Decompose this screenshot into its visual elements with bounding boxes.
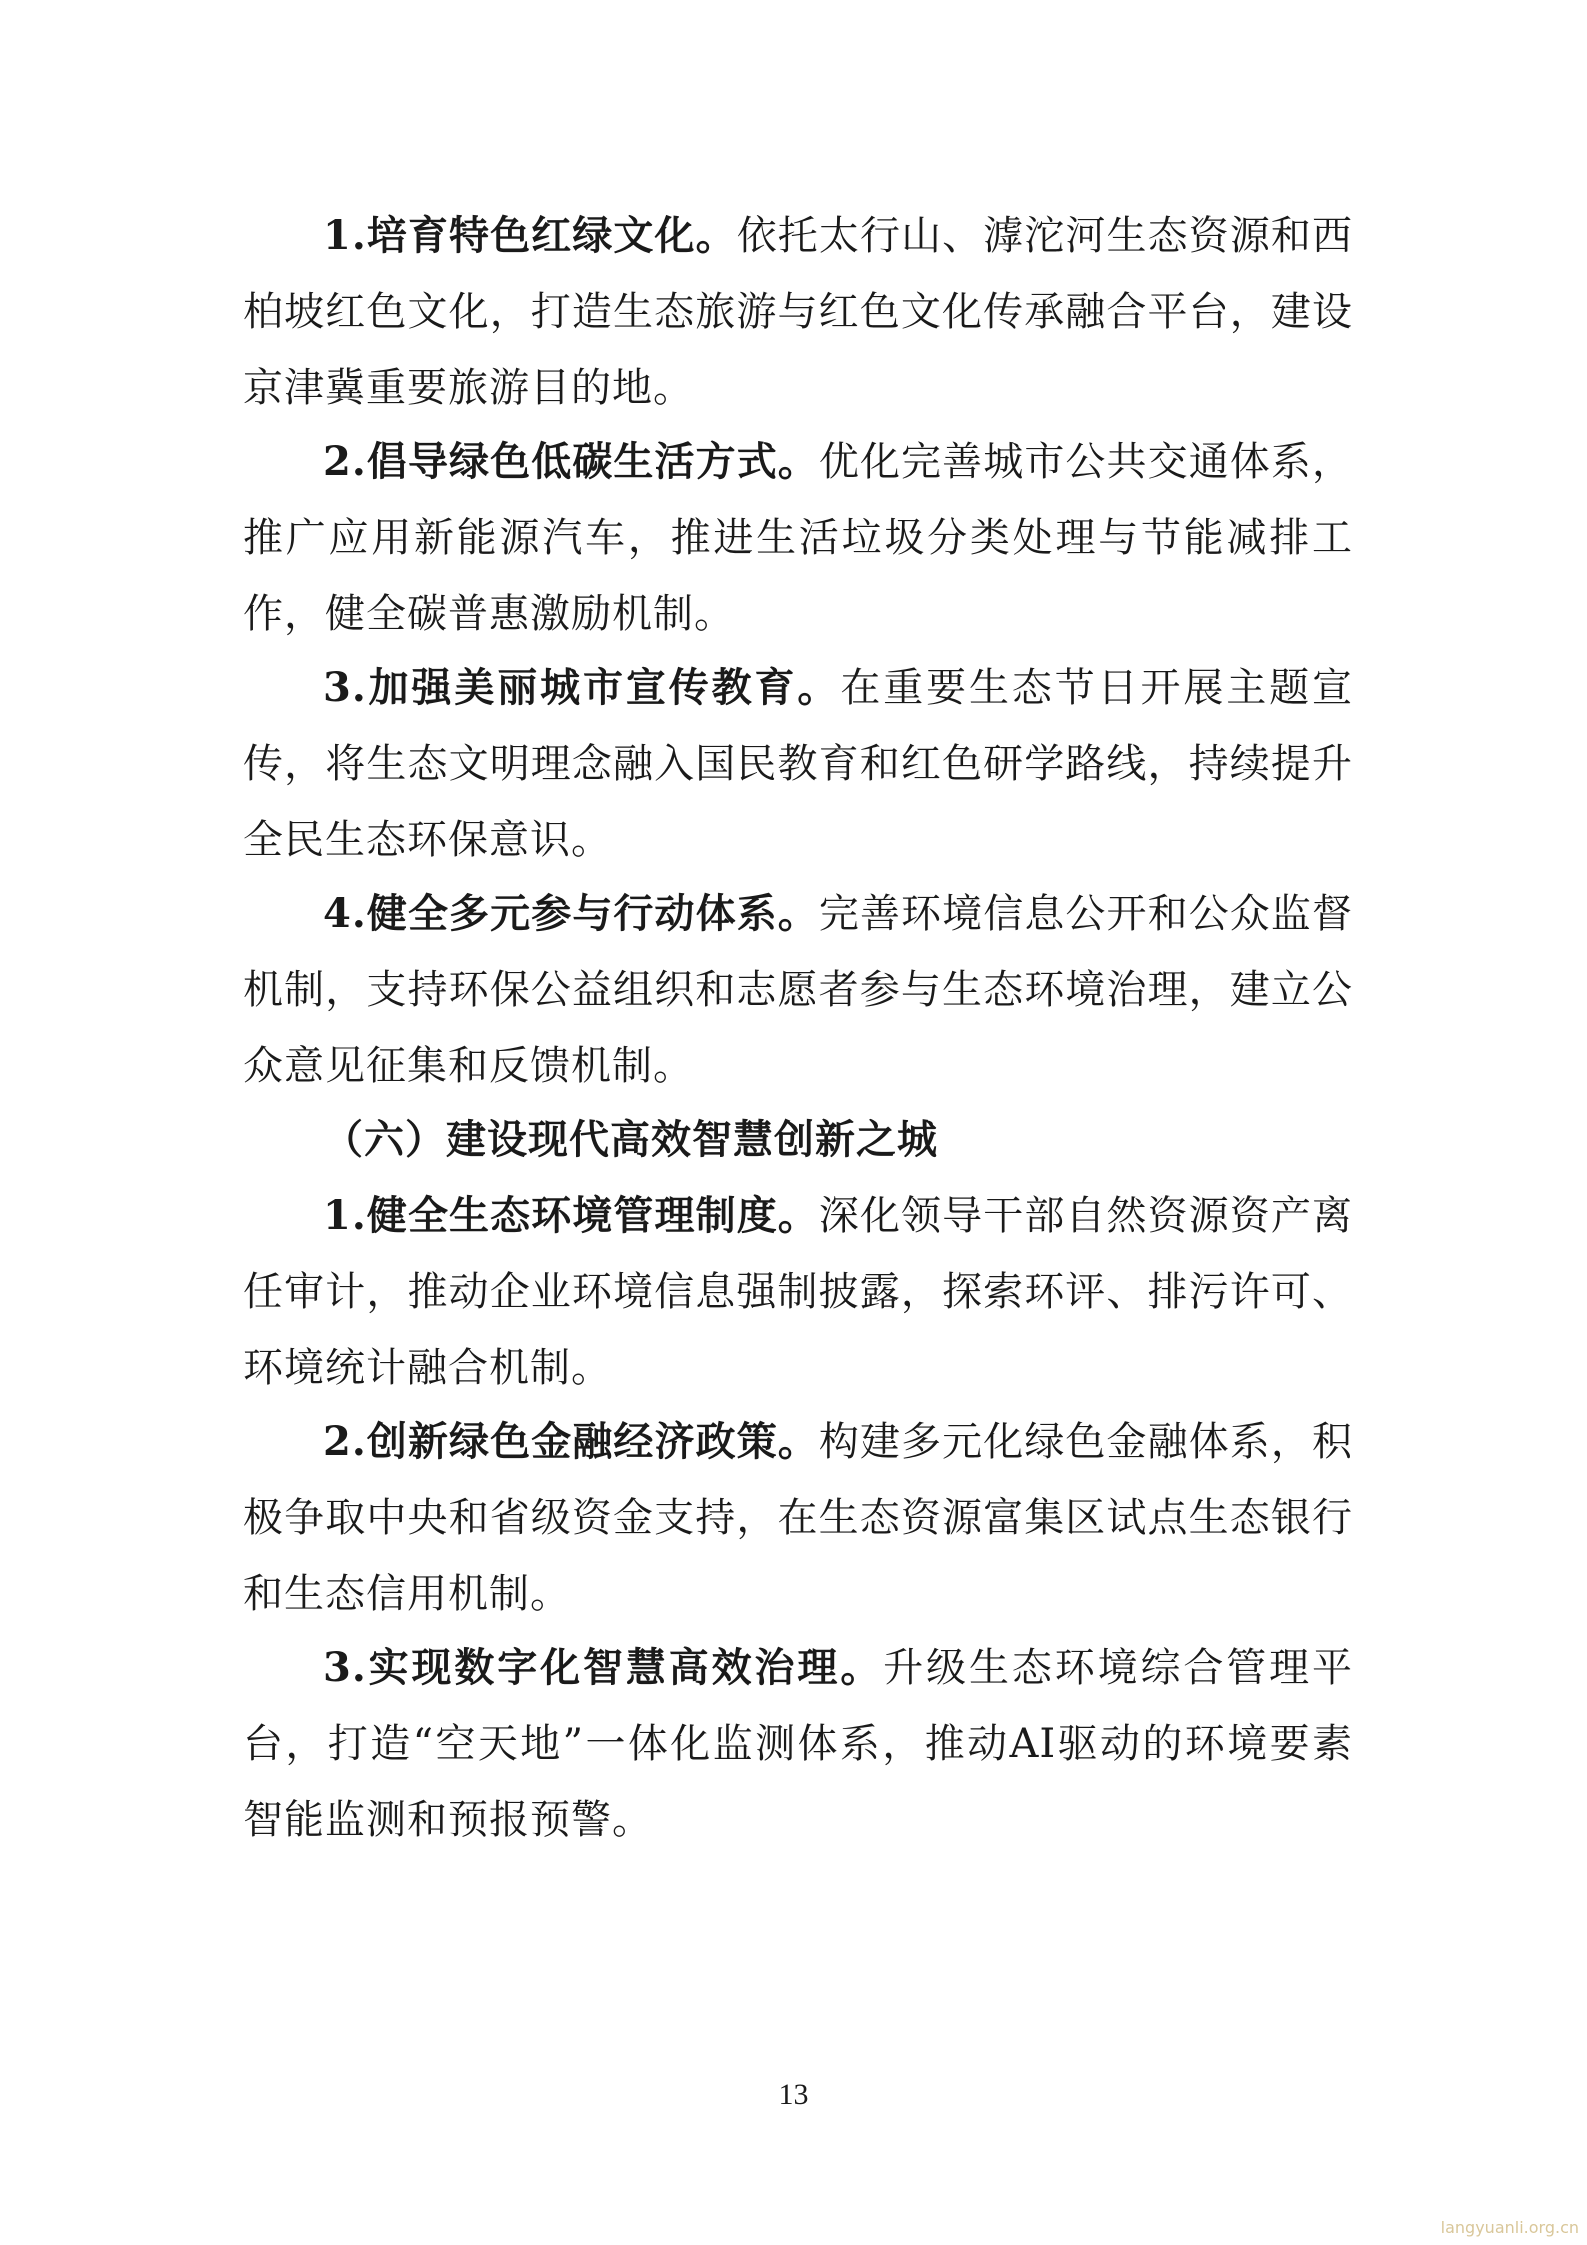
- section-paragraph-1: [243, 1178, 1353, 1406]
- section-heading: （六）建设现代高效智慧创新之城: [323, 1116, 938, 1163]
- watermark: langyuanli.org.cn: [1440, 2218, 1579, 2237]
- paragraph-body: 在重要生态节日开展主题宣传，将生态文明理念融入国民教育和红色研学路线，持续提升全民生态环保意识。: [243, 665, 1354, 863]
- paragraph-body: 升级生态环境综合管理平台，打造“空天地”一体化监测体系，推动AI驱动的环境要素智能监测和预报预警。: [243, 1645, 1354, 1843]
- page-number: 13: [778, 2078, 809, 2111]
- paragraph-4: [243, 876, 1353, 1104]
- section-paragraph-2: [243, 1404, 1353, 1632]
- paragraph-body: 构建多元化绿色金融体系，积极争取中央和省级资金支持，在生态资源富集区试点生态银行和生态信用机制。: [243, 1419, 1353, 1617]
- paragraph-lead: 1.健全生态环境管理制度。: [323, 1192, 819, 1239]
- paragraph-2: [243, 424, 1353, 652]
- paragraph-body: 深化领导干部自然资源资产离任审计，推动企业环境信息强制披露，探索环评、排污许可、环境统计融合机制。: [243, 1193, 1353, 1391]
- paragraph-body: 优化完善城市公共交通体系，推广应用新能源汽车，推进生活垃圾分类处理与节能减排工作，健全碳普惠激励机制。: [243, 439, 1353, 637]
- paragraph-3: [243, 650, 1353, 878]
- paragraph-lead: 3.实现数字化智慧高效治理。: [323, 1644, 884, 1691]
- paragraph-lead: 3.加强美丽城市宣传教育。: [323, 664, 841, 711]
- paragraph-lead: 1.培育特色红绿文化。: [323, 212, 737, 259]
- paragraph-lead: 4.健全多元参与行动体系。: [323, 890, 819, 937]
- paragraph-lead: 2.倡导绿色低碳生活方式。: [323, 438, 819, 485]
- section-paragraph-3: [243, 1630, 1353, 1858]
- paragraph-body: 依托太行山、滹沱河生态资源和西柏坡红色文化，打造生态旅游与红色文化传承融合平台，建设京津冀重要旅游目的地。: [243, 213, 1354, 411]
- paragraph-lead: 2.创新绿色金融经济政策。: [323, 1418, 819, 1465]
- paragraph-body: 完善环境信息公开和公众监督机制，支持环保公益组织和志愿者参与生态环境治理，建立公众意见征集和反馈机制。: [243, 891, 1353, 1089]
- paragraph-1: [243, 198, 1353, 426]
